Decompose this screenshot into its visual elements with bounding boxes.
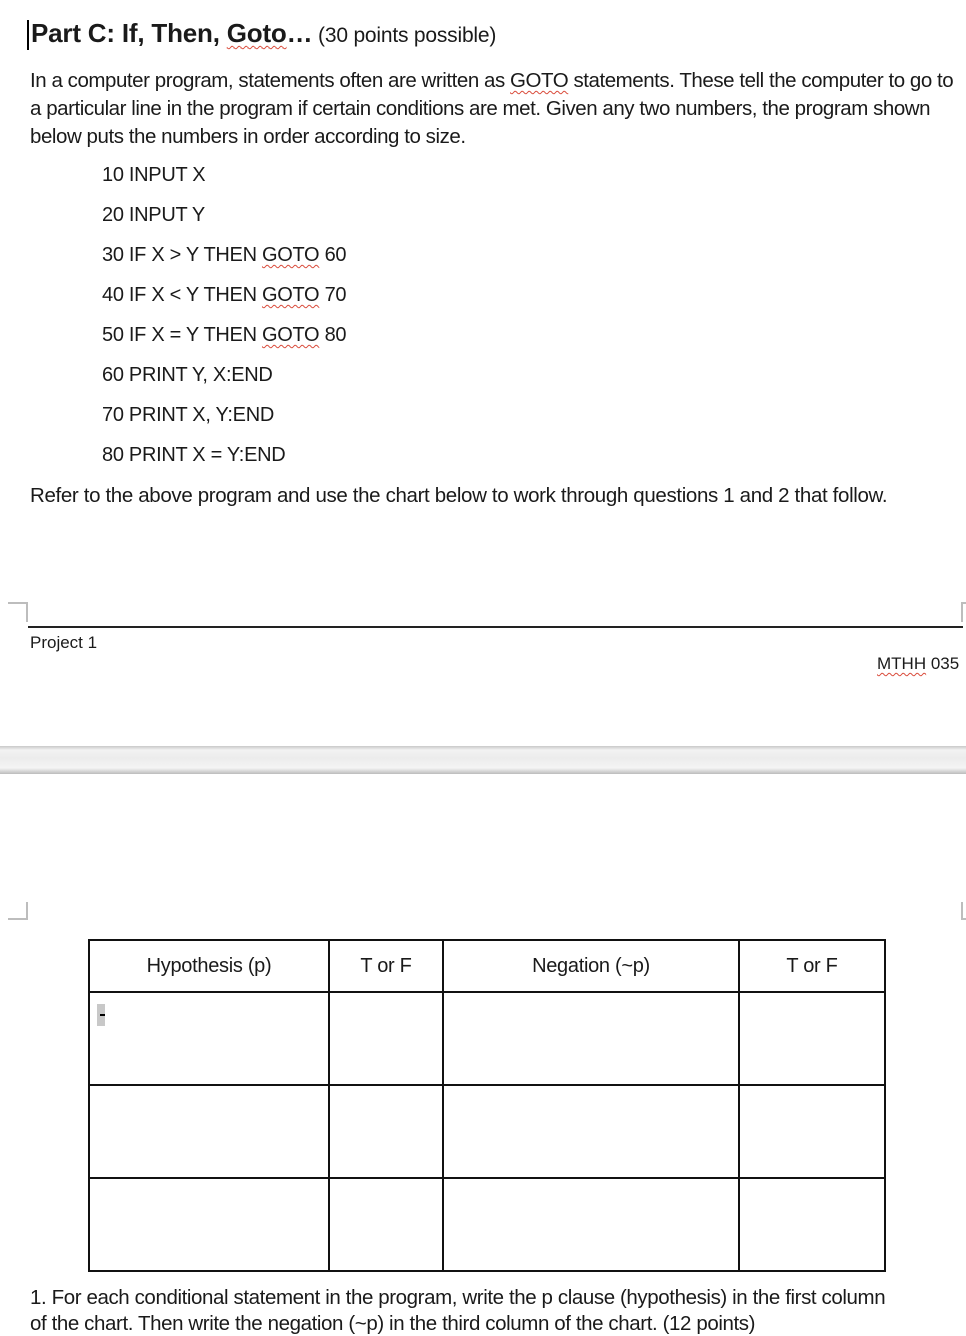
heading-text: Part C: If, Then, xyxy=(31,18,227,48)
page-break-gap xyxy=(0,746,966,774)
table-row xyxy=(89,992,885,1085)
program-line-30 xyxy=(102,244,346,267)
line50-text-a: 50 IF X = Y THEN xyxy=(102,324,262,346)
program-line-10: 10 INPUT X xyxy=(102,164,206,186)
table-cell[interactable] xyxy=(329,992,443,1085)
table-cell[interactable] xyxy=(89,1178,329,1271)
header-true-false-2: T or F xyxy=(739,940,885,992)
heading-ellipsis: … xyxy=(286,18,313,48)
line30-text-a: 30 IF X > Y THEN xyxy=(102,244,262,266)
question-1-line-1: 1. For each conditional statement in the program, write the p clause (hypothesis) in the first column xyxy=(30,1286,886,1309)
line30-text-b: 60 xyxy=(319,244,347,266)
table-cell[interactable] xyxy=(739,992,885,1085)
program-line-40 xyxy=(102,284,346,307)
part-c-heading xyxy=(31,18,496,49)
table-cell[interactable] xyxy=(739,1085,885,1178)
heading-goto-word: Goto xyxy=(226,18,287,48)
points-possible: (30 points possible) xyxy=(312,24,497,47)
table-cell[interactable] xyxy=(89,992,329,1085)
table-cell[interactable] xyxy=(443,1178,739,1271)
header-hypothesis: Hypothesis (p) xyxy=(89,940,329,992)
table-cell[interactable] xyxy=(739,1178,885,1271)
corner-mark-bottom-left xyxy=(8,902,28,920)
intro-goto-word: GOTO xyxy=(510,69,569,92)
intro-text-a: In a computer program, statements often are written as xyxy=(30,69,511,92)
program-line-60: 60 PRINT Y, X:END xyxy=(102,364,273,386)
chart-header-row xyxy=(89,940,885,992)
table-cell[interactable] xyxy=(443,992,739,1085)
table-cell[interactable] xyxy=(329,1178,443,1271)
corner-mark-bottom-right xyxy=(961,902,966,920)
program-line-20: 20 INPUT Y xyxy=(102,204,205,226)
table-row xyxy=(89,1178,885,1271)
table-cell[interactable] xyxy=(89,1085,329,1178)
footer-rule xyxy=(28,626,963,628)
header-negation: Negation (~p) xyxy=(443,940,739,992)
line40-goto: GOTO xyxy=(261,284,320,306)
line40-text-a: 40 IF X < Y THEN xyxy=(102,284,262,306)
line50-goto: GOTO xyxy=(261,324,320,346)
intro-paragraph xyxy=(30,67,962,151)
corner-mark-top-right xyxy=(961,602,966,622)
intro-text-b: statements. These tell the computer to go to a particular line in the program if certain conditions are met. Given any two numbers, the program shown below puts the numbers in order according to size. xyxy=(30,69,954,148)
refer-instruction: Refer to the above program and use the chart below to work through questions 1 and 2 that follow. xyxy=(30,484,888,507)
corner-mark-top-left xyxy=(8,602,28,622)
program-line-70: 70 PRINT X, Y:END xyxy=(102,404,275,426)
table-cell[interactable] xyxy=(443,1085,739,1178)
program-line-50 xyxy=(102,324,346,347)
footer-course: MTHH xyxy=(877,654,927,673)
line50-text-b: 80 xyxy=(319,324,347,346)
footer-course-code xyxy=(877,654,959,674)
text-cursor xyxy=(27,20,29,50)
header-true-false-1: T or F xyxy=(329,940,443,992)
cell-text-cursor xyxy=(97,1004,105,1026)
footer-project-label: Project 1 xyxy=(30,633,98,652)
program-line-80: 80 PRINT X = Y:END xyxy=(102,444,286,466)
table-cell[interactable] xyxy=(329,1085,443,1178)
line30-goto: GOTO xyxy=(261,244,320,266)
table-row xyxy=(89,1085,885,1178)
hypothesis-negation-chart xyxy=(88,939,886,1272)
footer-course-number: 035 xyxy=(926,654,960,673)
line40-text-b: 70 xyxy=(319,284,347,306)
question-1-line-2: of the chart. Then write the negation (~p) in the third column of the chart. (12 points) xyxy=(30,1312,756,1335)
